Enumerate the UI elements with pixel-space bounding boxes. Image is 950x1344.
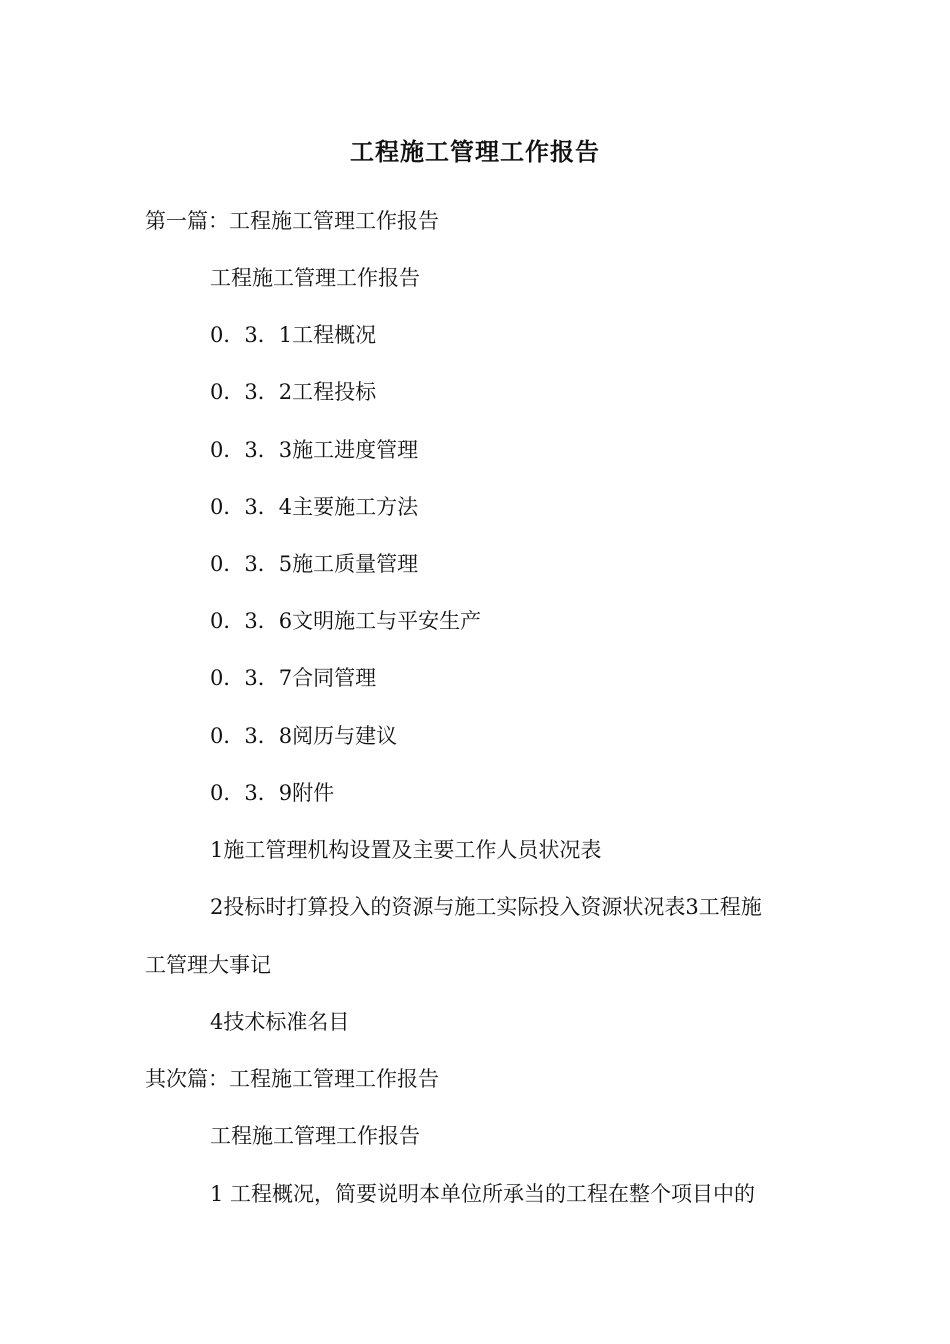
attachment-item: 2投标时打算投入的资源与施工实际投入资源状况表3工程施 <box>210 895 762 919</box>
toc-item: 0．3．1工程概况 <box>210 323 377 347</box>
toc-item: 0．3．9附件 <box>210 781 335 805</box>
toc-item: 0．3．7合同管理 <box>210 666 377 690</box>
document-title: 工程施工管理工作报告 <box>350 137 600 166</box>
body-paragraph: 1 工程概况，简要说明本单位所承当的工程在整个项目中的 <box>210 1182 756 1206</box>
toc-item: 0．3．6文明施工与平安生产 <box>210 609 482 633</box>
attachment-item: 1施工管理机构设置及主要工作人员状况表 <box>210 838 602 862</box>
attachment-item: 4技术标准名目 <box>210 1010 350 1034</box>
toc-item: 0．3．4主要施工方法 <box>210 495 419 519</box>
part-one-subtitle: 工程施工管理工作报告 <box>210 266 420 290</box>
toc-item: 0．3．8阅历与建议 <box>210 724 398 748</box>
part-one-heading: 第一篇：工程施工管理工作报告 <box>145 209 439 233</box>
toc-item: 0．3．3施工进度管理 <box>210 438 419 462</box>
toc-item: 0．3．2工程投标 <box>210 380 377 404</box>
part-two-subtitle: 工程施工管理工作报告 <box>210 1124 420 1148</box>
part-two-heading: 其次篇：工程施工管理工作报告 <box>145 1067 439 1091</box>
toc-item: 0．3．5施工质量管理 <box>210 552 419 576</box>
attachment-item-continuation: 工管理大事记 <box>145 953 271 977</box>
